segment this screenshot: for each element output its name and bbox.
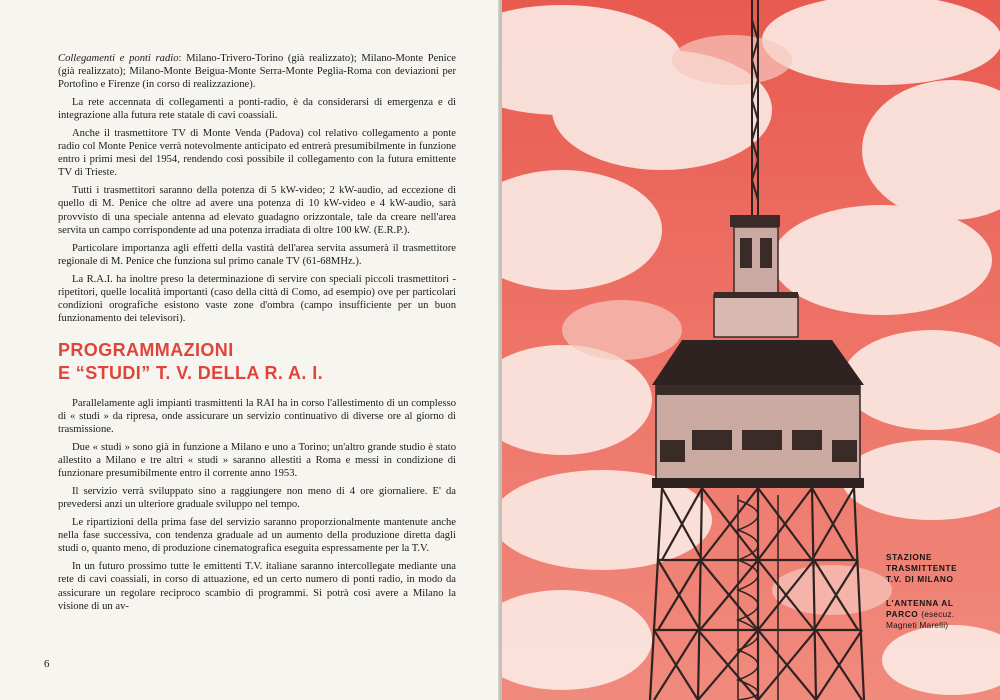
intro-label: Collegamenti e ponti radio — [58, 53, 179, 64]
deck-roof — [652, 340, 864, 385]
paragraph: In un futuro prossimo tutte le emittenti T.V. italiane saranno intercollegate mediante una rete di cavi coassiali, in corso di attuazione, ed un certo numero di ponti radio, in modo da assicurare un regolare reciproco scambio di programmi. Si potrà così avere a Milano la visione di un av- — [58, 561, 456, 612]
section-heading — [58, 339, 456, 385]
photo-caption — [886, 552, 998, 631]
paragraph: Tutti i trasmettitori saranno della potenza di 5 kW-video; 2 kW-audio, ad eccezione di quello di M. Penice che oltre ad avere una potenza di 10 kW-video e 4 kW-audio, sarà provvisto di una speciale antenna ad elevato guadagno orizzontale, tale da creare nell'area servita un campo corrispondente ad una potenza irradiata di oltre 100 kW. (E.R.P.). — [58, 185, 456, 236]
antenna-platform — [730, 215, 780, 227]
paragraph: Il servizio verrà sviluppato sino a raggiungere non meno di 4 ore giornaliere. E' da prevedersi anzi un ulteriore graduale sviluppo nel tempo. — [58, 486, 456, 511]
paragraph: Particolare importanza agli effetti della vastità dell'area servita assumerà il trasmettitore regionale di M. Penice che funziona sul primo canale TV (61-68MHz.). — [58, 242, 456, 267]
paragraph: Anche il trasmettitore TV di Monte Venda (Padova) col relativo collegamento a ponte radio col Monte Penice verrà notevolmente anticipato ed entrerà presumibilmente in funzione entro i primi mesi del 1954, rendendo così possibile il collegamento con la futura emittente TV di Trieste. — [58, 128, 456, 179]
caption-title: STAZIONE TRASMITTENTE T.V. DI MILANO — [886, 552, 958, 585]
page-number: 6 — [44, 658, 50, 670]
paragraph: Le ripartizioni della prima fase del servizio saranno proporzionalmente mantenute anche nella fase successiva, con tendenza graduale ad un aumento della produzione diretta dagli studi o, quanto meno, di produzione cinematografica eseguita espressamente per la T.V. — [58, 517, 456, 555]
paragraph: Parallelamente agli impianti trasmittenti la RAI ha in corso l'allestimento di un complesso di « studi » da ripresa, onde assicurare un servizio continuativo di diverse ore al giorno di trasmissione. — [58, 397, 456, 435]
intro-paragraph — [58, 52, 456, 91]
intro-text: : Milano-Trivero-Torino (già realizzato); Milano-Monte Penice (già realizzato); Milano-Monte Beigua-Monte Serra-Monte Peglia-Roma con deviazioni per Portofino e Firenze (in corso di realizzazione). — [58, 53, 456, 91]
caption-subtitle: L'ANTENNA AL PARCO — [886, 597, 954, 619]
caption-note: (esecuz. Magneti Marelli) — [886, 608, 955, 631]
mid-cabin — [714, 295, 798, 337]
paragraph: La rete accennata di collegamenti a ponti-radio, è da considerarsi di emergenza e di integrazione alla futura rete statale di cavi coassiali. — [58, 97, 456, 122]
article-text — [58, 52, 456, 618]
heading-line-1: PROGRAMMAZIONI — [58, 339, 234, 360]
heading-line-2: E “STUDI” T. V. DELLA R. A. I. — [58, 362, 324, 383]
paragraph: Due « studi » sono già in funzione a Milano e uno a Torino; un'altro grande studio è stato allestito a Milano e tre altri « studi » saranno allestiti a Roma e messi in condizione di funzionare presumibilmente entro il corrente anno 1953. — [58, 442, 456, 480]
paragraph: La R.A.I. ha inoltre preso la determinazione di servire con speciali piccoli trasmettitori - ripetitori, quelle località importanti (caso della città di Como, ad esempio) ove per particolari condizioni orografiche esistono vaste zone d'ombra (campo insufficiente per un buon funzionamento dei televisori). — [58, 273, 456, 324]
